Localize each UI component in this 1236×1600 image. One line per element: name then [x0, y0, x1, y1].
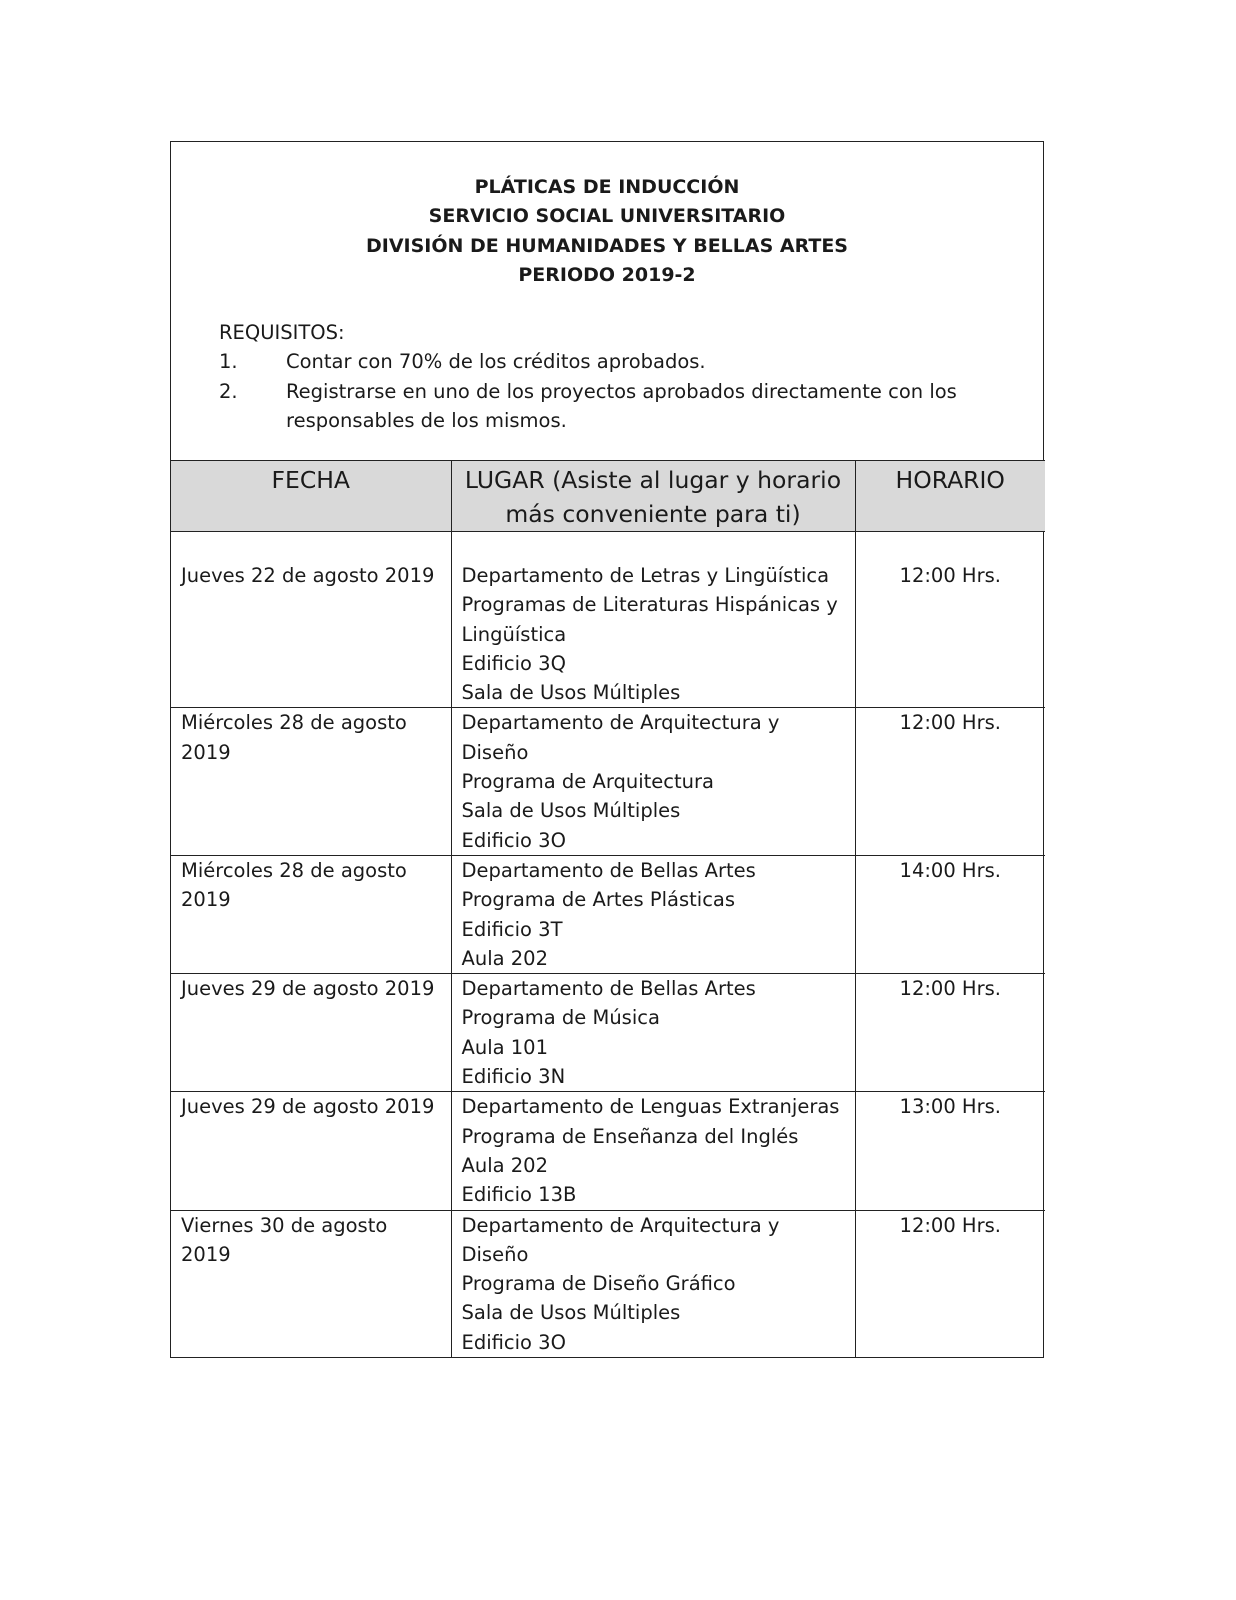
lugar-line: Departamento de Arquitectura y: [461, 1213, 780, 1237]
lugar-cell: [451, 1092, 855, 1210]
horario-cell: 12:00 Hrs.: [855, 1210, 1045, 1357]
column-header-horario: HORARIO: [855, 461, 1045, 532]
horario-cell: 14:00 Hrs.: [855, 855, 1045, 973]
lugar-line: Programa de Enseñanza del Inglés: [461, 1124, 799, 1148]
lugar-line: Programa de Arquitectura: [461, 770, 715, 794]
horario-cell: 12:00 Hrs.: [855, 532, 1045, 708]
lugar-line: Diseño: [461, 1242, 529, 1266]
requirement-number: 1.: [219, 350, 238, 374]
column-header-lugar: LUGAR (Asiste al lugar y horario más conveniente para ti): [451, 461, 855, 532]
lugar-line: Departamento de Bellas Artes: [461, 858, 756, 882]
lugar-cell: [451, 855, 855, 973]
lugar-line: Sala de Usos Múltiples: [461, 1301, 681, 1325]
horario-cell: 12:00 Hrs.: [855, 974, 1045, 1092]
schedule-table: [171, 460, 1045, 1357]
horario-cell: 13:00 Hrs.: [855, 1092, 1045, 1210]
lugar-cell: [451, 532, 855, 708]
lugar-line: Aula 101: [461, 1035, 548, 1059]
table-row: [171, 708, 1045, 855]
title-line: DIVISIÓN DE HUMANIDADES Y BELLAS ARTES: [366, 234, 848, 257]
table-row: [171, 1210, 1045, 1357]
table-row: [171, 1092, 1045, 1210]
title-line: PLÁTICAS DE INDUCCIÓN: [474, 176, 740, 198]
lugar-line: Departamento de Letras y Lingüística: [461, 564, 830, 587]
lugar-line: Lingüística: [461, 622, 567, 646]
lugar-line: Edificio 3Q: [461, 651, 566, 675]
fecha-cell: Viernes 30 de agosto 2019: [171, 1210, 451, 1357]
lugar-line: Departamento de Lenguas Extranjeras: [461, 1095, 840, 1119]
requirement-text: Contar con 70% de los créditos aprobados.: [286, 350, 706, 374]
fecha-cell: Jueves 29 de agosto 2019: [171, 1092, 451, 1210]
lugar-line: Departamento de Bellas Artes: [461, 977, 756, 1001]
lugar-line: Edificio 3O: [461, 1330, 566, 1354]
fecha-cell: Jueves 22 de agosto 2019: [171, 532, 451, 708]
lugar-cell: [451, 974, 855, 1092]
lugar-line: Programa de Música: [461, 1006, 660, 1030]
table-body: [171, 532, 1045, 1358]
lugar-line: Edificio 3N: [461, 1065, 566, 1089]
lugar-line: Sala de Usos Múltiples: [461, 681, 681, 705]
lugar-line: Edificio 3O: [461, 828, 566, 852]
lugar-line: Aula 202: [461, 946, 548, 970]
horario-cell: 12:00 Hrs.: [855, 708, 1045, 855]
requirement-text: Registrarse en uno de los proyectos aprobados directamente con los responsables de los mismos.: [286, 379, 957, 432]
lugar-line: Sala de Usos Múltiples: [461, 799, 681, 823]
lugar-line: Aula 202: [461, 1153, 548, 1177]
lugar-line: Programa de Diseño Gráfico: [461, 1272, 736, 1296]
document-frame: [170, 141, 1044, 1358]
title-line: SERVICIO SOCIAL UNIVERSITARIO: [428, 205, 786, 228]
fecha-cell: Jueves 29 de agosto 2019: [171, 974, 451, 1092]
requirement-item: [219, 377, 1003, 436]
lugar-line: Edificio 3T: [461, 917, 563, 941]
header-box: [171, 142, 1043, 460]
lugar-line: Programas de Literaturas Hispánicas y: [461, 593, 838, 617]
fecha-cell: Miércoles 28 de agosto 2019: [171, 855, 451, 973]
requirement-item: [219, 347, 1003, 376]
table-row: [171, 855, 1045, 973]
requirement-number: 2.: [219, 379, 238, 403]
title-line: PERIODO 2019-2: [518, 263, 696, 286]
lugar-line: Programa de Artes Plásticas: [461, 888, 736, 912]
column-header-fecha: FECHA: [171, 461, 451, 532]
title-block: [171, 173, 1043, 290]
fecha-cell: Miércoles 28 de agosto 2019: [171, 708, 451, 855]
requirements-heading: REQUISITOS:: [219, 321, 345, 344]
lugar-line: Edificio 13B: [461, 1183, 577, 1207]
lugar-cell: [451, 708, 855, 855]
lugar-cell: [451, 1210, 855, 1357]
table-row: [171, 532, 1045, 708]
lugar-line: Diseño: [461, 740, 529, 764]
lugar-line: Departamento de Arquitectura y: [461, 711, 780, 735]
table-row: [171, 974, 1045, 1092]
requirements-block: [219, 318, 1003, 435]
table-header-row: [171, 461, 1045, 532]
